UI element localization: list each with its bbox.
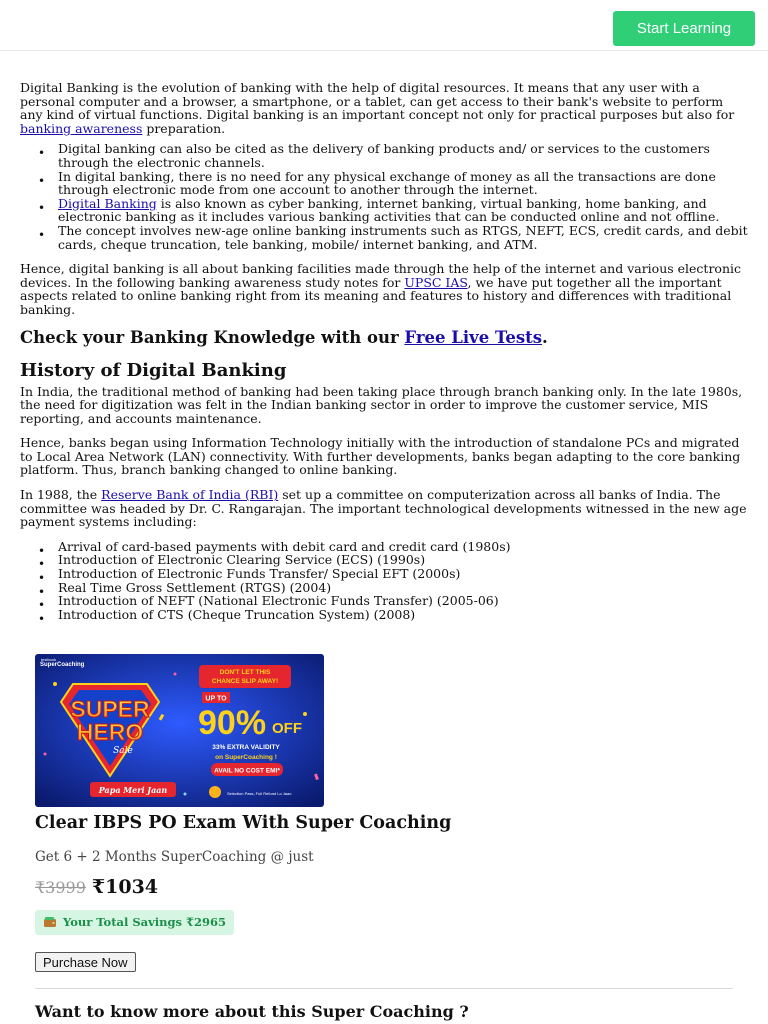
promo-card — [35, 654, 735, 1022]
history-heading: History of Digital Banking — [20, 359, 287, 381]
list-item: • In digital banking, there is no need for any physical exchange of money as all the transactions are done through electronic mode from one account to another through the internet. — [58, 170, 748, 197]
emi-text: AVAIL NO COST EMI* — [214, 767, 280, 775]
list-item: • Digital banking can also be cited as the delivery of banking products and/ or services to the customers through the electronic channels. — [58, 142, 748, 169]
list-item: • The concept involves new-age online banking instruments such as RTGS, NEFT, ECS, credit cards, and debit cards, cheque truncation, tele banking, mobile/ internet banking, and ATM. — [58, 224, 748, 251]
top-bar — [0, 0, 768, 51]
check-text: Check your Banking Knowledge with our — [20, 327, 405, 347]
new-price: ₹1034 — [91, 876, 159, 898]
list-item: • Real Time Gross Settlement (RTGS) (2004) — [58, 581, 748, 595]
divider — [35, 988, 733, 989]
extra-validity-text: 33% EXTRA VALIDITY — [212, 744, 280, 751]
list-item: • Introduction of NEFT (National Electronic Funds Transfer) (2005-06) — [58, 594, 748, 608]
history-text-end: set up a committee on computerization across all banks of India. The committee was headed by Dr. C. Rangarajan. The important technological developments witnessed in the new age payment systems including: — [20, 487, 747, 530]
timeline-list — [20, 540, 748, 622]
promo-subtitle: Get 6 + 2 Months SuperCoaching @ just — [35, 849, 314, 865]
list-item-text: is also known as cyber banking, internet banking, virtual banking, home banking, and electronic banking as it includes various banking activities that can be conducted online and not offline. — [58, 195, 720, 225]
savings-text: Your Total Savings ₹2965 — [63, 915, 227, 929]
brand-logo: SuperCoaching — [40, 662, 85, 668]
list-item: • Introduction of Electronic Clearing Service (ECS) (1990s) — [58, 553, 748, 567]
list-item: • Arrival of card-based payments with debit card and credit card (1980s) — [58, 540, 748, 554]
percent-text: 90% — [198, 704, 267, 742]
banking-awareness-link[interactable]: banking awareness — [20, 120, 143, 136]
list-item: • Introduction of CTS (Cheque Truncation System) (2008) — [58, 608, 748, 622]
definition-list — [20, 142, 748, 251]
off-text: OFF — [272, 720, 302, 737]
on-supercoaching-text: on SuperCoaching ! — [215, 754, 277, 761]
money-bag-icon — [209, 786, 221, 798]
price-row — [35, 876, 735, 898]
intro-text: Digital Banking is the evolution of banking with the help of digital resources. It means that any user with a personal computer and a browser, a smartphone, or a tablet, can get access to their bank's website to perform any kind of virtual functions. Digital banking is an important concept not only for practical purposes but also for — [20, 80, 735, 123]
want-to-know-heading: Want to know more about this Super Coaching ? — [35, 1002, 469, 1021]
article-content — [20, 81, 748, 621]
hence-text: Hence, digital banking is all about banking facilities made through the help of the internet and various electronic devices. In the following banking awareness study notes for — [20, 261, 742, 290]
free-live-tests-link[interactable]: Free Live Tests — [404, 327, 543, 347]
list-item — [58, 197, 748, 224]
intro-paragraph — [20, 81, 748, 135]
hence-paragraph — [20, 262, 748, 316]
promo-title: Clear IBPS PO Exam With Super Coaching — [35, 813, 452, 833]
refund-text: Selection Pass, Full Refund Lo Jaao — [227, 791, 292, 796]
hero-text: HERO — [76, 719, 144, 745]
dont-let-text: DON'T LET THIS — [219, 669, 271, 676]
intro-text-end: preparation. — [142, 120, 226, 136]
wallet-icon — [43, 916, 57, 928]
chance-text: CHANCE SLIP AWAY! — [211, 678, 279, 685]
super-text: SUPER — [70, 696, 150, 722]
rbi-link[interactable]: Reserve Bank of India (RBI) — [101, 487, 279, 503]
history-paragraph-2: Hence, banks began using Information Technology initially with the introduction of standalone PCs and migrated to Local Area Network (LAN) connectivity. With further developments, banks began adapting to the core banking platform. Thus, branch banking changed to online banking. — [20, 435, 741, 478]
hence-text-end: , we have put together all the important aspects related to online banking right from its meaning and features to history and differences with traditional banking. — [20, 274, 732, 317]
list-item: • Introduction of Electronic Funds Transfer/ Special EFT (2000s) — [58, 567, 748, 581]
purchase-now-button[interactable]: Purchase Now — [35, 952, 136, 972]
papa-text: Papa Meri Jaan — [98, 785, 168, 795]
brand-small: testbook — [41, 657, 57, 662]
history-paragraph-3 — [20, 488, 748, 529]
super-hero-sale-banner[interactable] — [35, 654, 324, 807]
sale-text: Sale — [113, 746, 133, 756]
history-text: In 1988, the — [20, 487, 102, 503]
check-end: . — [542, 327, 548, 347]
history-paragraph-1: In India, the traditional method of banking had been taking place through branch banking only. In the late 1980s, the need for digitization was felt in the Indian banking sector in order to improve the customer service, MIS reporting, and accounts maintenance. — [20, 383, 743, 426]
upsc-ias-link[interactable]: UPSC IAS — [404, 274, 468, 290]
check-knowledge-heading — [20, 328, 748, 348]
old-price: ₹3999 — [35, 878, 86, 897]
savings-badge — [35, 910, 234, 935]
up-to-text: UP TO — [205, 695, 227, 703]
start-learning-button[interactable]: Start Learning — [613, 11, 755, 46]
digital-banking-link[interactable]: Digital Banking — [58, 195, 157, 211]
